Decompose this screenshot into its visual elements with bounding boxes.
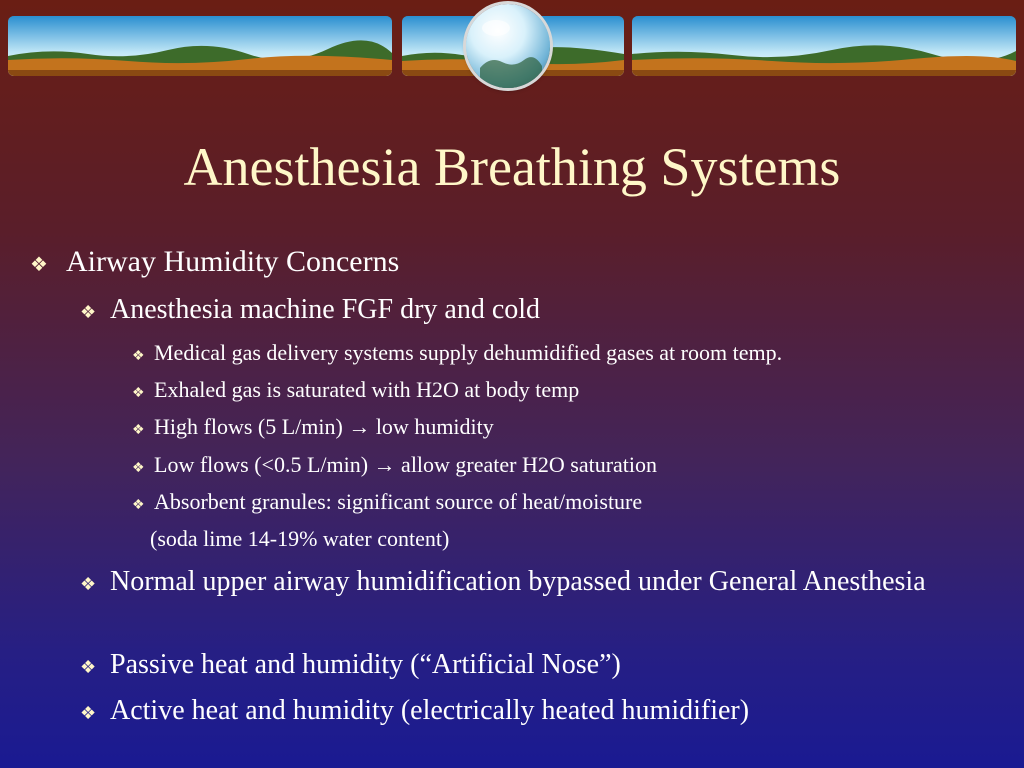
bullet-medical-gas <box>132 338 782 372</box>
bullet-low-flows <box>132 450 657 484</box>
bullet-text: Exhaled gas is saturated with H2O at body temp <box>154 377 580 402</box>
slide-title: Anesthesia Breathing Systems <box>183 137 841 197</box>
bullet-text: High flows (5 L/min) → low humidity <box>154 414 494 439</box>
bullet-absorbent <box>132 487 642 521</box>
decorative-landscape-banner-left <box>8 16 392 76</box>
diamond-bullet-icon: ❖ <box>132 349 145 364</box>
diamond-bullet-icon: ❖ <box>80 302 97 322</box>
bullet-airway-humidity <box>30 243 399 284</box>
bullet-machine-fgf <box>80 293 540 329</box>
bullet-text: Passive heat and humidity (“Artificial Nose”) <box>110 649 621 680</box>
bullet-text: Anesthesia machine FGF dry and cold <box>110 294 541 325</box>
bullet-exhaled-gas <box>132 375 579 409</box>
globe-icon <box>466 4 550 88</box>
bullet-passive <box>80 648 621 684</box>
bullet-text: Normal upper airway humidification bypassed under General Anesthesia <box>110 566 926 597</box>
bullet-text: (soda lime 14-19% water content) <box>150 526 450 551</box>
bullet-normal-airway <box>80 565 970 601</box>
diamond-bullet-icon: ❖ <box>80 574 97 594</box>
bullet-soda-lime-note <box>150 524 449 554</box>
diamond-bullet-icon: ❖ <box>80 703 97 723</box>
diamond-bullet-icon: ❖ <box>132 423 145 438</box>
bullet-text: Airway Humidity Concerns <box>66 245 400 278</box>
bullet-text: Absorbent granules: significant source of heat/moisture <box>154 489 643 514</box>
bullet-text: Low flows (<0.5 L/min) → allow greater H2O saturation <box>154 452 658 477</box>
diamond-bullet-icon: ❖ <box>132 386 145 401</box>
decorative-landscape-banner-right <box>632 16 1016 76</box>
bullet-text: Active heat and humidity (electrically heated humidifier) <box>110 695 750 726</box>
bullet-high-flows <box>132 412 494 446</box>
bullet-text: Medical gas delivery systems supply dehumidified gases at room temp. <box>154 340 783 365</box>
diamond-bullet-icon: ❖ <box>80 657 97 677</box>
diamond-bullet-icon: ❖ <box>30 254 48 276</box>
diamond-bullet-icon: ❖ <box>132 461 145 476</box>
bullet-active <box>80 694 749 730</box>
diamond-bullet-icon: ❖ <box>132 498 145 513</box>
